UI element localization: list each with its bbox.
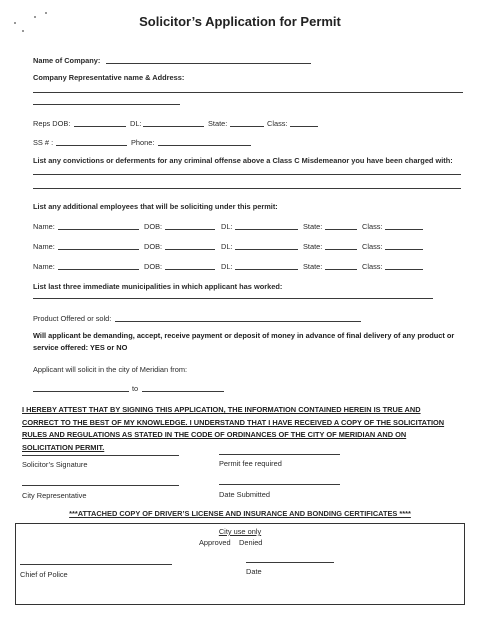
employee-name-label: Name: xyxy=(33,222,55,231)
employee-name-label: Name: xyxy=(33,262,55,271)
solicitor-signature-label: Solicitor’s Signature xyxy=(22,460,88,469)
phone-label: Phone: xyxy=(131,138,155,147)
reps-class-label: Class: xyxy=(267,119,288,128)
reps-dl-label: DL: xyxy=(130,119,142,128)
city-rep-signature-line[interactable] xyxy=(22,485,179,486)
convictions-line-1[interactable] xyxy=(33,174,461,175)
employee-dl-label: DL: xyxy=(221,262,233,271)
ss-field[interactable] xyxy=(56,145,127,146)
company-name-label: Name of Company: xyxy=(33,56,101,65)
product-field[interactable] xyxy=(115,321,361,322)
date-submitted-line[interactable] xyxy=(219,484,340,485)
employee-class-field[interactable] xyxy=(385,269,423,270)
reps-state-field[interactable] xyxy=(230,126,264,127)
employee-dob-label: DOB: xyxy=(144,242,163,251)
attestation-statement: I HEREBY ATTEST THAT BY SIGNING THIS APPLICATION, THE INFORMATION CONTAINED HEREIN IS TRUE AND CORRECT TO THE BEST OF MY KNOWLEDGE. I UNDERSTAND THAT I HAVE RECEIVED A COPY OF THE SOLICITATION RULES AND REGULATIONS AS STATED IN THE CODE OF ORDINANCES OF THE CITY OF MERIDIAN AND ON SOLICITATION PERMIT. xyxy=(22,405,445,452)
employee-dl-field[interactable] xyxy=(235,229,298,230)
convictions-label: List any convictions or deferments for any criminal offense above a Class C Misdemeanor you have been charged with: xyxy=(33,156,453,165)
reps-state-label: State: xyxy=(208,119,228,128)
employee-name-field[interactable] xyxy=(58,249,139,250)
employee-name-label: Name: xyxy=(33,242,55,251)
rep-address-line-1[interactable] xyxy=(33,92,463,93)
reps-dl-field[interactable] xyxy=(143,126,204,127)
employee-class-label: Class: xyxy=(362,262,383,271)
employee-dob-field[interactable] xyxy=(165,269,215,270)
chief-of-police-label: Chief of Police xyxy=(20,570,68,579)
employee-class-label: Class: xyxy=(362,222,383,231)
reps-dob-label: Reps DOB: xyxy=(33,119,71,128)
employees-label: List any additional employees that will be soliciting under this permit: xyxy=(33,202,278,211)
employee-dl-label: DL: xyxy=(221,242,233,251)
approved-option[interactable]: Approved xyxy=(199,538,231,547)
employee-class-label: Class: xyxy=(362,242,383,251)
reps-dob-field[interactable] xyxy=(74,126,126,127)
city-use-heading: City use only xyxy=(218,527,262,536)
rep-name-address-label: Company Representative name & Address: xyxy=(33,73,185,82)
employee-dob-field[interactable] xyxy=(165,229,215,230)
municipalities-label: List last three immediate municipalities in which applicant has worked: xyxy=(33,282,283,291)
phone-field[interactable] xyxy=(158,145,251,146)
company-name-field[interactable] xyxy=(106,63,311,64)
date-submitted-label: Date Submitted xyxy=(219,490,270,499)
employee-dl-field[interactable] xyxy=(235,269,298,270)
city-date-label: Date xyxy=(246,567,262,576)
employee-dl-label: DL: xyxy=(221,222,233,231)
employee-state-field[interactable] xyxy=(325,269,357,270)
rep-address-line-2[interactable] xyxy=(33,104,180,105)
municipalities-line[interactable] xyxy=(33,298,433,299)
employee-dob-field[interactable] xyxy=(165,249,215,250)
city-date-line[interactable] xyxy=(246,562,334,563)
employee-name-field[interactable] xyxy=(58,269,139,270)
city-rep-label: City Representative xyxy=(22,491,87,500)
attached-documents-note: ***ATTACHED COPY OF DRIVER’S LICENSE AND INSURANCE AND BONDING CERTIFICATES **** xyxy=(69,509,411,518)
employee-class-field[interactable] xyxy=(385,249,423,250)
employee-class-field[interactable] xyxy=(385,229,423,230)
solicit-from-label: Applicant will solicit in the city of Meridian from: xyxy=(33,365,188,374)
reps-class-field[interactable] xyxy=(290,126,318,127)
solicit-from-date[interactable] xyxy=(33,391,129,392)
employee-name-field[interactable] xyxy=(58,229,139,230)
employee-dob-label: DOB: xyxy=(144,262,163,271)
product-label: Product Offered or sold: xyxy=(33,314,112,323)
convictions-line-2[interactable] xyxy=(33,188,461,189)
employee-dob-label: DOB: xyxy=(144,222,163,231)
ss-label: SS # : xyxy=(33,138,54,147)
solicitor-signature-line[interactable] xyxy=(22,455,179,456)
chief-signature-line[interactable] xyxy=(20,564,172,565)
advance-payment-question: Will applicant be demanding, accept, receive payment or deposit of money in advance of final delivery of any product or service offered: YES or NO xyxy=(33,331,455,352)
employee-state-label: State: xyxy=(303,242,323,251)
solicit-to-label: to xyxy=(132,384,139,393)
scan-speck xyxy=(22,30,24,32)
employee-state-label: State: xyxy=(303,222,323,231)
denied-option[interactable]: Denied xyxy=(239,538,263,547)
employee-dl-field[interactable] xyxy=(235,249,298,250)
employee-state-label: State: xyxy=(303,262,323,271)
form-title: Solicitor’s Application for Permit xyxy=(139,14,341,29)
employee-state-field[interactable] xyxy=(325,229,357,230)
employee-state-field[interactable] xyxy=(325,249,357,250)
permit-fee-line[interactable] xyxy=(219,454,340,455)
permit-fee-label: Permit fee required xyxy=(219,459,282,468)
solicit-to-date[interactable] xyxy=(142,391,224,392)
